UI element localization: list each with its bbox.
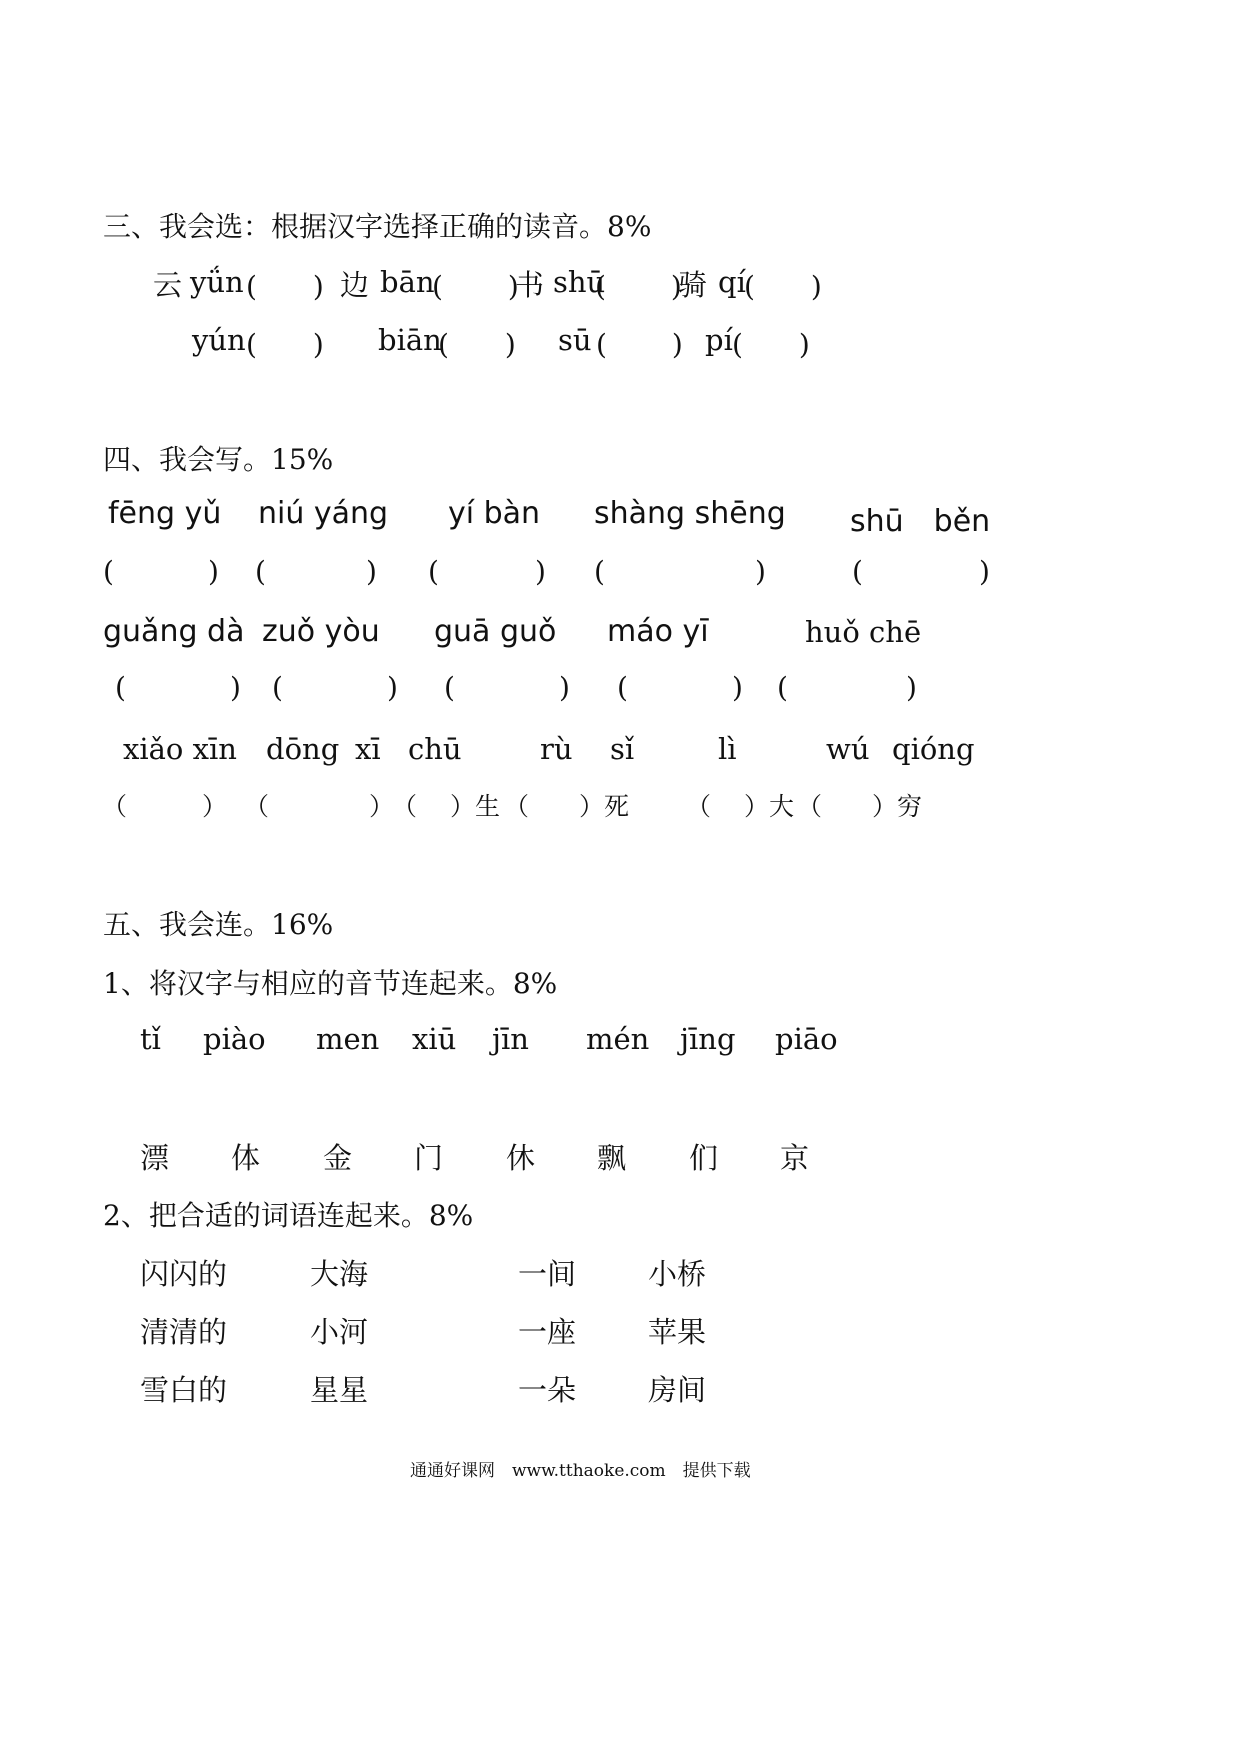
char[interactable]: 休	[506, 1141, 536, 1175]
pinyin: qí	[718, 265, 746, 299]
answer-blank[interactable]: ( )	[595, 270, 682, 303]
pinyin: biān	[378, 323, 442, 357]
pinyin-word: qióng	[892, 732, 975, 766]
word[interactable]: 小河	[310, 1315, 369, 1349]
answer-blank[interactable]: ( )	[272, 671, 398, 704]
pinyin-word: wú	[826, 732, 870, 766]
pinyin: yún	[192, 323, 246, 357]
pinyin-word: guā guǒ	[434, 614, 557, 649]
syllable[interactable]: jīng	[680, 1022, 736, 1056]
answer-blank[interactable]: ( )	[255, 555, 377, 588]
syllable[interactable]: piào	[203, 1022, 266, 1056]
pinyin-word: chū	[408, 732, 462, 766]
pinyin: pí	[705, 323, 733, 357]
word[interactable]: 房间	[648, 1373, 707, 1407]
char[interactable]: 门	[414, 1141, 444, 1175]
pinyin-word: fēng yǔ	[108, 496, 222, 531]
answer-blank[interactable]: （ ）	[244, 792, 395, 821]
char[interactable]: 金	[323, 1141, 353, 1175]
word[interactable]: 小桥	[648, 1257, 707, 1291]
pinyin: sū	[558, 323, 592, 357]
answer-blank[interactable]: ( )	[444, 671, 570, 704]
section5-sub1-title: 1、将汉字与相应的音节连起来。8%	[103, 967, 558, 1000]
footer-credit: 通通好课网 www.tthaoke.com 提供下载	[410, 1461, 751, 1481]
char[interactable]: 京	[780, 1141, 810, 1175]
section5-sub2-title: 2、把合适的词语连起来。8%	[103, 1199, 474, 1232]
char[interactable]: 们	[689, 1141, 719, 1175]
pinyin-word: shàng shēng	[594, 496, 786, 531]
pinyin: shū	[553, 265, 606, 299]
syllable[interactable]: men	[316, 1022, 380, 1056]
answer-blank[interactable]: ( )	[428, 555, 546, 588]
char[interactable]: 飘	[597, 1141, 627, 1175]
answer-blank[interactable]: （ ）大	[686, 792, 794, 821]
pinyin-word: yí bàn	[448, 496, 541, 531]
answer-blank[interactable]: ( )	[852, 555, 990, 588]
answer-blank[interactable]: ( )	[103, 555, 219, 588]
char: 骑	[678, 268, 708, 302]
answer-blank[interactable]: （ ）穷	[797, 792, 923, 821]
pinyin-word: xiǎo xīn	[123, 732, 237, 766]
char: 书	[515, 268, 545, 302]
answer-blank[interactable]: ( )	[596, 328, 683, 361]
answer-blank[interactable]: ( )	[115, 671, 241, 704]
answer-blank[interactable]: ( )	[732, 328, 810, 361]
word[interactable]: 一朵	[518, 1373, 577, 1407]
word[interactable]: 苹果	[648, 1315, 707, 1349]
word[interactable]: 大海	[310, 1257, 369, 1291]
answer-blank[interactable]: ( )	[246, 270, 324, 303]
syllable[interactable]: xiū	[412, 1022, 457, 1056]
answer-blank[interactable]: （ ）	[102, 792, 228, 821]
syllable[interactable]: piāo	[775, 1022, 838, 1056]
answer-blank[interactable]: ( )	[744, 270, 822, 303]
pinyin: bān	[380, 265, 435, 299]
pinyin-word: máo yī	[607, 614, 709, 649]
pinyin-word: shū běn	[850, 504, 991, 539]
pinyin-word: niú yáng	[258, 496, 389, 531]
pinyin-word: lì	[718, 732, 737, 766]
syllable[interactable]: tǐ	[140, 1022, 161, 1056]
pinyin: yǘn	[190, 265, 244, 299]
answer-blank[interactable]: ( )	[594, 555, 766, 588]
char[interactable]: 漂	[140, 1141, 170, 1175]
answer-blank[interactable]: ( )	[438, 328, 516, 361]
section5-title: 五、我会连。16%	[103, 908, 334, 941]
answer-blank[interactable]: ( )	[617, 671, 743, 704]
section4-title: 四、我会写。15%	[103, 443, 334, 476]
word[interactable]: 一间	[518, 1257, 577, 1291]
pinyin-word: zuǒ yòu	[262, 614, 380, 649]
answer-blank[interactable]: ( )	[246, 328, 324, 361]
word[interactable]: 雪白的	[140, 1373, 228, 1407]
pinyin-word: huǒ chē	[805, 615, 922, 649]
pinyin-word: xī	[355, 732, 381, 766]
word[interactable]: 星星	[310, 1373, 369, 1407]
answer-blank[interactable]: （ ）死	[504, 792, 630, 821]
char[interactable]: 体	[231, 1141, 261, 1175]
word[interactable]: 一座	[518, 1315, 577, 1349]
section3-title: 三、我会选：根据汉字选择正确的读音。8%	[103, 210, 652, 243]
char: 云	[153, 268, 183, 302]
syllable[interactable]: mén	[586, 1022, 650, 1056]
syllable[interactable]: jīn	[492, 1022, 529, 1056]
answer-blank[interactable]: ( )	[777, 671, 917, 704]
pinyin-word: dōng	[266, 732, 340, 766]
word[interactable]: 闪闪的	[140, 1257, 228, 1291]
pinyin-word: sǐ	[610, 732, 635, 766]
pinyin-word: guǎng dà	[103, 614, 245, 649]
answer-blank[interactable]: ( )	[432, 270, 519, 303]
pinyin-word: rù	[540, 732, 573, 766]
word[interactable]: 清清的	[140, 1315, 228, 1349]
answer-blank[interactable]: （ ）生	[392, 792, 500, 821]
char: 边	[340, 268, 370, 302]
